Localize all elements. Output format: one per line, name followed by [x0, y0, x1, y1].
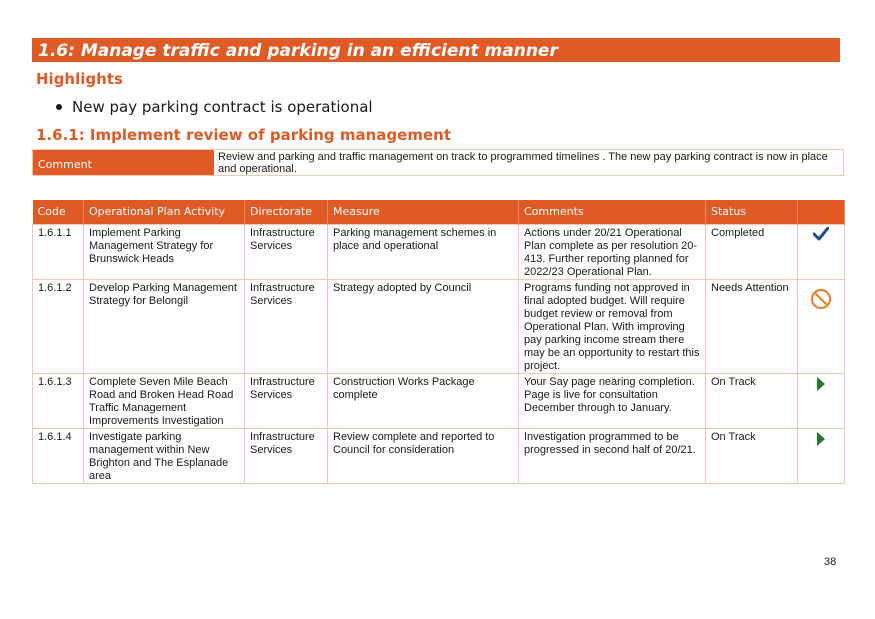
- play-triangle-icon: [816, 376, 826, 392]
- page-number: 38: [824, 556, 837, 568]
- table-header-row: [33, 200, 845, 224]
- cell-code: 1.6.1.4: [33, 428, 84, 483]
- cell-measure: Construction Works Package complete: [328, 373, 519, 428]
- cell-status: Needs Attention: [706, 279, 798, 373]
- cell-measure: Strategy adopted by Council: [328, 279, 519, 373]
- cell-activity: Implement Parking Management Strategy for Brunswick Heads: [84, 224, 245, 279]
- subsection-title: 1.6.1: Implement review of parking management: [36, 126, 451, 144]
- section-title: 1.6: Manage traffic and parking in an efficient manner: [38, 41, 558, 61]
- header-comments: Comments: [519, 200, 706, 224]
- cell-status-icon: [798, 373, 845, 428]
- cell-status-icon: [798, 224, 845, 279]
- table-row: [33, 279, 845, 373]
- cell-directorate: Infrastructure Services: [245, 373, 328, 428]
- no-entry-icon: [810, 288, 832, 310]
- cell-directorate: Infrastructure Services: [245, 224, 328, 279]
- checkmark-icon: [813, 227, 829, 241]
- table-row: [33, 224, 845, 279]
- highlights-heading: Highlights: [36, 70, 123, 88]
- section-title-banner: [32, 38, 840, 62]
- cell-activity: Develop Parking Management Strategy for Belongil: [84, 279, 245, 373]
- header-measure: Measure: [328, 200, 519, 224]
- cell-status: On Track: [706, 373, 798, 428]
- cell-comments: Actions under 20/21 Operational Plan complete as per resolution 20-413. Further reporting planned for 2022/23 Operational Plan.: [519, 224, 706, 279]
- play-triangle-icon: [816, 431, 826, 447]
- cell-code: 1.6.1.3: [33, 373, 84, 428]
- highlight-text: New pay parking contract is operational: [72, 98, 373, 116]
- comment-text: Review and parking and traffic management on track to programmed timelines . The new pay parking contract is now in place and operational.: [218, 151, 828, 175]
- cell-status-icon: [798, 279, 845, 373]
- cell-measure: Parking management schemes in place and operational: [328, 224, 519, 279]
- cell-activity: Complete Seven Mile Beach Road and Broken Head Road Traffic Management Improvements Investigation: [84, 373, 245, 428]
- cell-comments: Your Say page nearing completion. Page is live for consultation December through to January.: [519, 373, 706, 428]
- cell-activity: Investigate parking management within New Brighton and The Esplanade area: [84, 428, 245, 483]
- cell-directorate: Infrastructure Services: [245, 428, 328, 483]
- cell-status: Completed: [706, 224, 798, 279]
- highlight-item: [36, 98, 373, 116]
- header-directorate: Directorate: [245, 200, 328, 224]
- table-row: [33, 373, 845, 428]
- bullet-icon: [56, 104, 62, 110]
- header-status: Status: [706, 200, 798, 224]
- table-row: [33, 428, 845, 483]
- cell-status-icon: [798, 428, 845, 483]
- comment-box: [32, 149, 844, 176]
- cell-comments: Programs funding not approved in final adopted budget. Will require budget review or removal from Operational Plan. With improving pay parking income stream there may be an opportunity to restart this project.: [519, 279, 706, 373]
- comment-label: Comment: [33, 150, 214, 175]
- cell-status: On Track: [706, 428, 798, 483]
- activities-table: [32, 200, 845, 484]
- cell-measure: Review complete and reported to Council for consideration: [328, 428, 519, 483]
- header-status-icon: [798, 200, 845, 224]
- header-activity: Operational Plan Activity: [84, 200, 245, 224]
- cell-code: 1.6.1.2: [33, 279, 84, 373]
- highlights-list: [36, 98, 373, 116]
- cell-directorate: Infrastructure Services: [245, 279, 328, 373]
- cell-comments: Investigation programmed to be progressed in second half of 20/21.: [519, 428, 706, 483]
- cell-code: 1.6.1.1: [33, 224, 84, 279]
- header-code: Code: [33, 200, 84, 224]
